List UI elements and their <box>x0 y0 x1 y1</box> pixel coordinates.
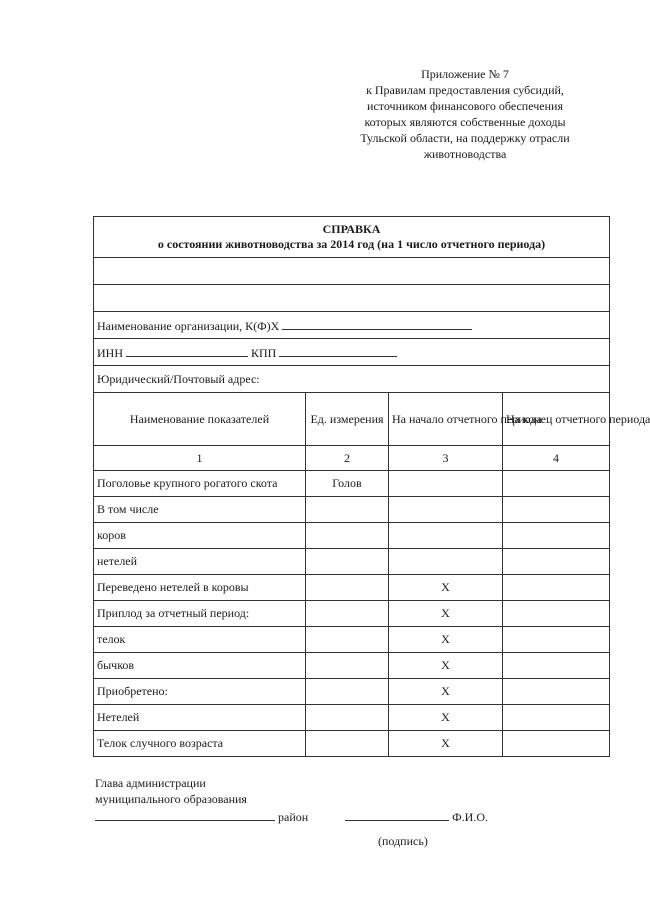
signature-caption: (подпись) <box>378 834 428 848</box>
kpp-label: КПП <box>251 345 277 360</box>
row-unit[interactable] <box>306 653 389 679</box>
row-end[interactable] <box>503 523 610 549</box>
row-end[interactable] <box>503 679 610 705</box>
column-header: На начало отчетного периода <box>389 393 503 446</box>
row-start[interactable] <box>389 471 503 497</box>
row-start: Х <box>389 627 503 653</box>
blank-cell[interactable] <box>94 258 610 285</box>
blank-row <box>94 258 610 285</box>
row-start: Х <box>389 705 503 731</box>
inn-field[interactable] <box>126 344 248 357</box>
blank-cell[interactable] <box>94 285 610 312</box>
row-unit[interactable] <box>306 627 389 653</box>
row-unit[interactable] <box>306 601 389 627</box>
appendix-line: к Правилам предоставления субсидий, <box>366 83 564 97</box>
appendix-note <box>330 66 600 162</box>
row-end[interactable] <box>503 627 610 653</box>
row-end[interactable] <box>503 549 610 575</box>
name-field[interactable] <box>345 808 449 821</box>
row-unit[interactable] <box>306 523 389 549</box>
footer-municipality: муниципального образования <box>95 792 247 806</box>
form-subtitle: о состоянии животноводства за 2014 год (на 1 число отчетного периода) <box>157 237 546 251</box>
table-row <box>94 575 610 601</box>
blank-row <box>94 285 610 312</box>
inn-kpp-cell <box>94 339 610 366</box>
org-cell <box>94 312 610 339</box>
row-name: Поголовье крупного рогатого скота <box>94 471 306 497</box>
column-header: Ед. измерения <box>306 393 389 446</box>
footer-head-title: Глава администрации <box>95 776 206 790</box>
row-start: Х <box>389 601 503 627</box>
table-row <box>94 653 610 679</box>
title-row <box>94 217 610 258</box>
row-name: Телок случного возраста <box>94 731 306 757</box>
district-field[interactable] <box>95 808 275 821</box>
row-start[interactable] <box>389 497 503 523</box>
row-name: В том числе <box>94 497 306 523</box>
inn-kpp-row <box>94 339 610 366</box>
org-row <box>94 312 610 339</box>
row-name: нетелей <box>94 549 306 575</box>
appendix-line: Приложение № 7 <box>421 67 509 81</box>
table-row <box>94 471 610 497</box>
row-name: Приплод за отчетный период: <box>94 601 306 627</box>
row-name: телок <box>94 627 306 653</box>
table-row <box>94 705 610 731</box>
org-label: Наименование организации, К(Ф)Х <box>97 318 280 333</box>
table-row <box>94 679 610 705</box>
row-unit[interactable] <box>306 705 389 731</box>
row-unit[interactable] <box>306 679 389 705</box>
row-name: Приобретено: <box>94 679 306 705</box>
inn-label: ИНН <box>97 345 123 360</box>
org-field[interactable] <box>282 317 472 330</box>
row-unit[interactable] <box>306 549 389 575</box>
column-header-row <box>94 393 610 446</box>
table-row <box>94 523 610 549</box>
table-row <box>94 627 610 653</box>
address-row <box>94 366 610 393</box>
table-row <box>94 549 610 575</box>
row-end[interactable] <box>503 731 610 757</box>
row-start: Х <box>389 575 503 601</box>
appendix-line: Тульской области, на поддержку отрасли <box>360 131 570 145</box>
footer-signature-line <box>95 808 488 825</box>
row-start: Х <box>389 731 503 757</box>
row-name: Нетелей <box>94 705 306 731</box>
row-name: бычков <box>94 653 306 679</box>
table-row <box>94 497 610 523</box>
row-start[interactable] <box>389 549 503 575</box>
column-header: Наименование показателей <box>94 393 306 446</box>
form-title-cell <box>94 217 610 258</box>
row-end[interactable] <box>503 471 610 497</box>
row-name: коров <box>94 523 306 549</box>
appendix-line: которых являются собственные доходы <box>364 115 566 129</box>
row-unit[interactable]: Голов <box>306 471 389 497</box>
row-name: Переведено нетелей в коровы <box>94 575 306 601</box>
appendix-line: животноводства <box>423 147 507 161</box>
row-end[interactable] <box>503 653 610 679</box>
district-label: район <box>278 810 309 824</box>
column-number-row <box>94 446 610 471</box>
address-label: Юридический/Почтовый адрес: <box>97 371 260 386</box>
address-cell[interactable] <box>94 366 610 393</box>
appendix-line: источником финансового обеспечения <box>367 99 563 113</box>
form-title: СПРАВКА <box>322 222 381 236</box>
row-end[interactable] <box>503 497 610 523</box>
row-end[interactable] <box>503 575 610 601</box>
row-unit[interactable] <box>306 731 389 757</box>
column-number: 2 <box>306 446 389 471</box>
column-number: 4 <box>503 446 610 471</box>
table-row <box>94 731 610 757</box>
row-unit[interactable] <box>306 575 389 601</box>
table-row <box>94 601 610 627</box>
column-header: На конец отчетного периода <box>503 393 610 446</box>
row-start[interactable] <box>389 523 503 549</box>
row-end[interactable] <box>503 705 610 731</box>
column-number: 1 <box>94 446 306 471</box>
row-unit[interactable] <box>306 497 389 523</box>
row-start: Х <box>389 653 503 679</box>
row-start: Х <box>389 679 503 705</box>
column-number: 3 <box>389 446 503 471</box>
row-end[interactable] <box>503 601 610 627</box>
kpp-field[interactable] <box>279 344 397 357</box>
livestock-form-table <box>93 216 650 757</box>
fio-label: Ф.И.О. <box>452 810 488 824</box>
